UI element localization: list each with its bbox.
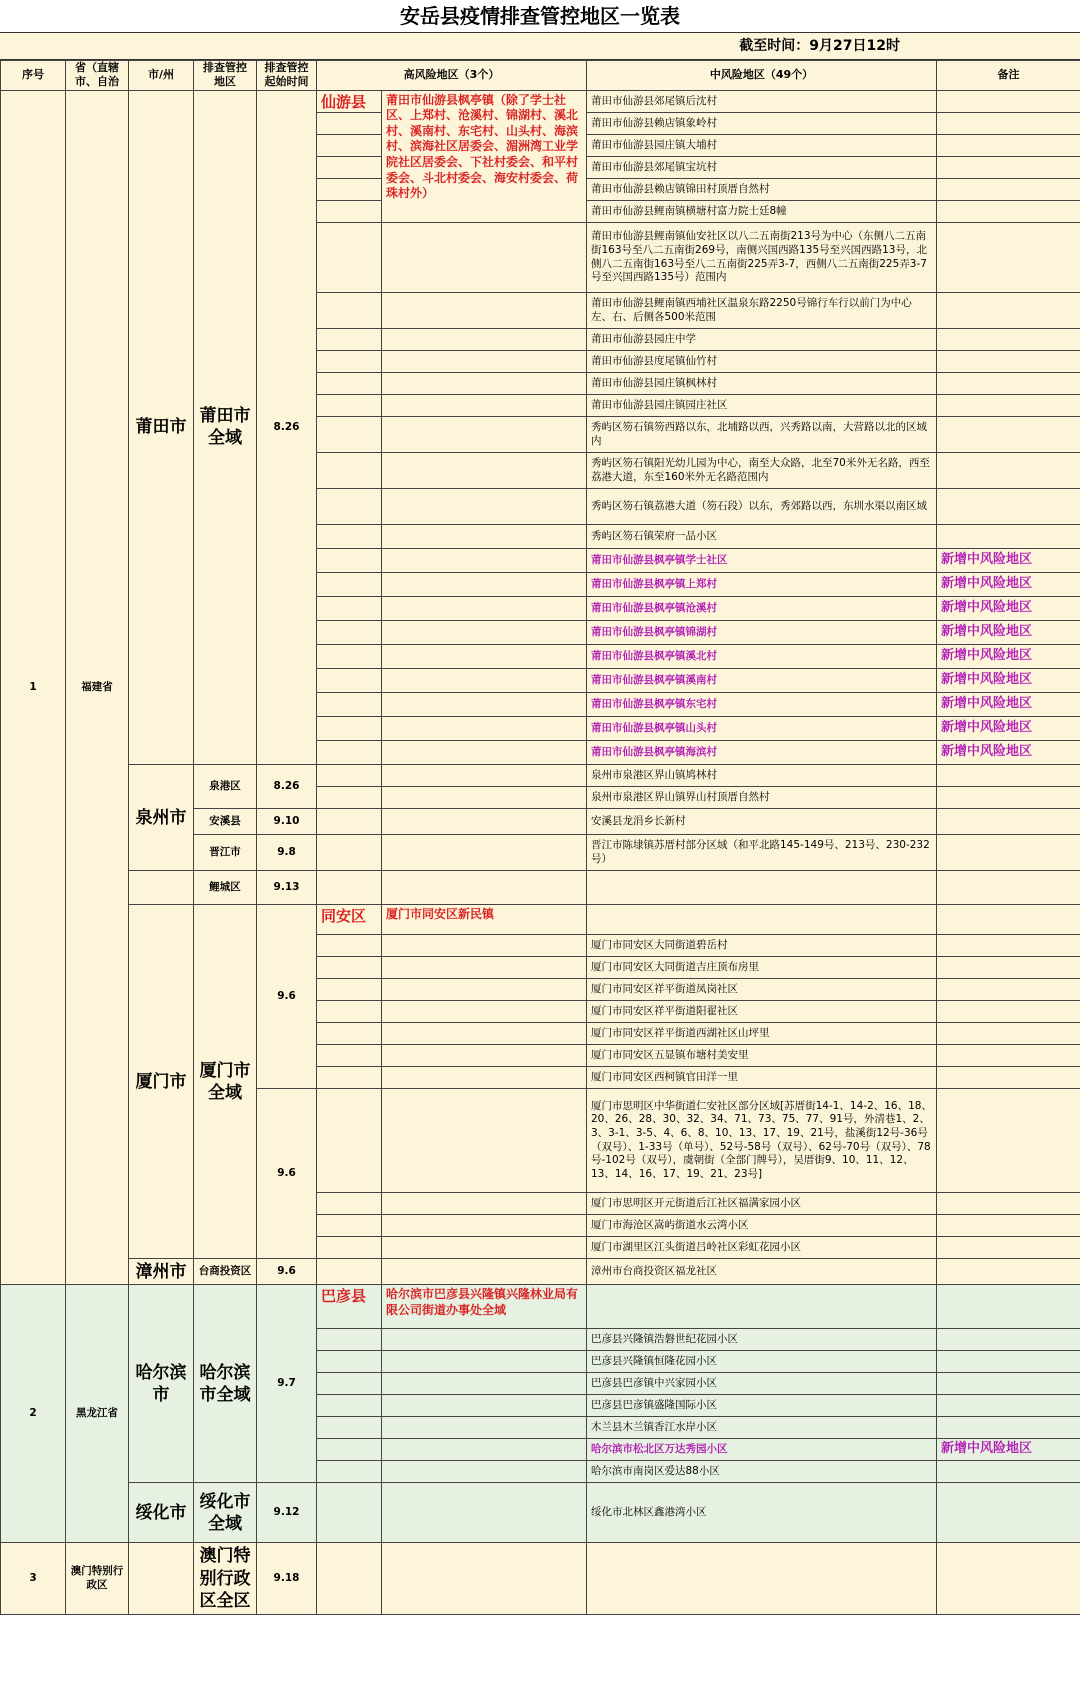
county-cell: [317, 1193, 382, 1215]
county-cell: [317, 135, 382, 157]
note-cell: [937, 871, 1080, 905]
medium-risk-area: 厦门市海沧区嵩屿街道水云湾小区: [587, 1215, 937, 1237]
county-cell: [317, 157, 382, 179]
high-risk-cell: [382, 223, 587, 293]
county-cell: [317, 1461, 382, 1483]
table-row: [1, 90, 1080, 113]
medium-risk-area: 厦门市同安区大同街道碧岳村: [587, 935, 937, 957]
county-cell: [317, 1001, 382, 1023]
county-cell: [317, 489, 382, 525]
note-cell: [937, 1461, 1080, 1483]
start-date: 9.6: [257, 905, 317, 1089]
medium-risk-area: 莆田市仙游县鲤南镇仙安社区以八二五南街213号为中心（东侧八二五南街163号至八二五南街269号，南侧兴国西路135号至兴国西路13号，北侧八二五南街163号至八二五南街225弄3-7，西侧八二五南街225弄3-7号至兴国西路135号）范围内: [587, 223, 937, 293]
county-cell: [317, 1259, 382, 1285]
medium-risk-area: 安溪县龙涓乡长新村: [587, 809, 937, 835]
high-risk-cell: [382, 787, 587, 809]
high-risk-cell: [382, 489, 587, 525]
medium-risk-area: 巴彦县巴彦镇盛隆国际小区: [587, 1395, 937, 1417]
high-risk-cell: [382, 1045, 587, 1067]
note-cell: [937, 373, 1080, 395]
high-risk-area: 莆田市仙游县枫亭镇（除了学士社区、上郑村、沧溪村、锦湖村、溪北村、溪南村、东宅村、山头村、海滨村、滨海社区居委会、湄洲湾工业学院社区居委会、下社村委会、和平村委会、斗北村委会、海安村委会、荷珠村外）: [382, 90, 587, 223]
county-cell: [317, 549, 382, 573]
medium-risk-area: 厦门市思明区开元街道后江社区福满家园小区: [587, 1193, 937, 1215]
city-cell: [129, 871, 194, 905]
medium-risk-area: 莆田市仙游县枫亭镇山头村: [587, 717, 937, 741]
county-cell: [317, 1543, 382, 1615]
heilongjiang-section: [1, 1285, 1080, 1543]
high-risk-cell: [382, 1351, 587, 1373]
city-cell: [129, 1543, 194, 1615]
table-row: [1, 1285, 1080, 1329]
note-new-medium: 新增中风险地区: [937, 645, 1080, 669]
high-risk-cell: [382, 835, 587, 871]
start-date: 9.12: [257, 1483, 317, 1543]
high-risk-cell: [382, 765, 587, 787]
medium-cell: [587, 1543, 937, 1615]
note-cell: [937, 957, 1080, 979]
county-cell: [317, 1439, 382, 1461]
header-medium: 中风险地区（49个）: [587, 61, 937, 91]
county-cell: [317, 417, 382, 453]
high-risk-cell: [382, 693, 587, 717]
note-cell: [937, 1259, 1080, 1285]
high-risk-cell: [382, 1461, 587, 1483]
medium-risk-area: 巴彦县兴隆镇恒隆花园小区: [587, 1351, 937, 1373]
high-risk-cell: [382, 1023, 587, 1045]
medium-risk-area: 莆田市仙游县郊尾镇宝坑村: [587, 157, 937, 179]
high-risk-cell: [382, 741, 587, 765]
start-date: 9.6: [257, 1089, 317, 1259]
county-cell: [317, 597, 382, 621]
medium-risk-area: 厦门市同安区祥平街道阳翟社区: [587, 1001, 937, 1023]
high-risk-cell: [382, 573, 587, 597]
county-cell: [317, 957, 382, 979]
note-cell: [937, 935, 1080, 957]
table-row: [1, 1543, 1080, 1615]
medium-risk-area: 莆田市仙游县枫亭镇溪北村: [587, 645, 937, 669]
medium-risk-area: 绥化市北林区鑫港湾小区: [587, 1483, 937, 1543]
county-cell: [317, 113, 382, 135]
note-cell: [937, 905, 1080, 935]
medium-risk-area: 秀屿区笏石镇笏西路以东，北埔路以西，兴秀路以南，大营路以北的区域内: [587, 417, 937, 453]
seq-number: 2: [1, 1285, 66, 1543]
note-cell: [937, 453, 1080, 489]
start-date: 9.13: [257, 871, 317, 905]
note-new-medium: 新增中风险地区: [937, 1439, 1080, 1461]
note-cell: [937, 1089, 1080, 1193]
medium-risk-area: 莆田市仙游县枫亭镇东宅村: [587, 693, 937, 717]
county-cell: [317, 979, 382, 1001]
high-risk-cell: [382, 1439, 587, 1461]
seq-number: 3: [1, 1543, 66, 1615]
header-province: 省（直辖市、自治: [66, 61, 129, 91]
high-risk-area: 厦门市同安区新民镇: [382, 905, 587, 935]
note-cell: [937, 223, 1080, 293]
control-area: 厦门市全域: [194, 905, 257, 1259]
county-cell: [317, 1483, 382, 1543]
county-cell: [317, 453, 382, 489]
high-risk-cell: [382, 669, 587, 693]
county-cell: [317, 395, 382, 417]
medium-risk-area: 莆田市仙游县枫亭镇沧溪村: [587, 597, 937, 621]
note-new-medium: 新增中风险地区: [937, 597, 1080, 621]
medium-risk-area: 泉州市泉港区界山镇界山村顶厝自然村: [587, 787, 937, 809]
county-cell: [317, 645, 382, 669]
high-risk-cell: [382, 525, 587, 549]
high-risk-cell: [382, 1259, 587, 1285]
medium-cell: [587, 905, 937, 935]
note-new-medium: 新增中风险地区: [937, 669, 1080, 693]
note-cell: [937, 1483, 1080, 1543]
table-row: [1, 871, 1080, 905]
medium-risk-area: 哈尔滨市松北区万达秀园小区: [587, 1439, 937, 1461]
table-row: [1, 1259, 1080, 1285]
note-cell: [937, 1215, 1080, 1237]
medium-risk-area: 哈尔滨市南岗区爱达88小区: [587, 1461, 937, 1483]
start-date: 9.18: [257, 1543, 317, 1615]
high-risk-cell: [382, 1193, 587, 1215]
note-cell: [937, 489, 1080, 525]
start-date: 9.10: [257, 809, 317, 835]
medium-risk-area: 厦门市同安区西柯镇官田洋一里: [587, 1067, 937, 1089]
medium-risk-area: 厦门市同安区祥平街道凤岗社区: [587, 979, 937, 1001]
high-risk-cell: [382, 809, 587, 835]
control-area-table: [0, 60, 1080, 1615]
table-header-row: [1, 61, 1080, 91]
medium-risk-area: 巴彦县巴彦镇中兴家园小区: [587, 1373, 937, 1395]
seq-number: 1: [1, 90, 66, 1285]
note-cell: [937, 329, 1080, 351]
county-cell: [317, 1329, 382, 1351]
medium-risk-area: 厦门市湖里区江头街道吕岭社区彩虹花园小区: [587, 1237, 937, 1259]
fujian-section: [1, 90, 1080, 1285]
macau-section: [1, 1543, 1080, 1615]
high-risk-cell: [382, 1215, 587, 1237]
start-date: 9.8: [257, 835, 317, 871]
high-risk-county: 仙游县: [317, 90, 382, 113]
note-cell: [937, 179, 1080, 201]
note-cell: [937, 809, 1080, 835]
county-cell: [317, 223, 382, 293]
high-risk-cell: [382, 1237, 587, 1259]
medium-risk-area: 莆田市仙游县度尾镇仙竹村: [587, 351, 937, 373]
high-risk-cell: [382, 293, 587, 329]
high-risk-cell: [382, 1543, 587, 1615]
control-area: 澳门特别行政区全区: [194, 1543, 257, 1615]
note-cell: [937, 113, 1080, 135]
note-cell: [937, 1001, 1080, 1023]
medium-risk-area: 莆田市仙游县郊尾镇后沈村: [587, 90, 937, 113]
medium-risk-area: 厦门市同安区祥平街道西湖社区山坪里: [587, 1023, 937, 1045]
note-cell: [937, 1237, 1080, 1259]
high-risk-cell: [382, 329, 587, 351]
high-risk-cell: [382, 1329, 587, 1351]
medium-risk-area: 莆田市仙游县园庄镇园庄社区: [587, 395, 937, 417]
high-risk-cell: [382, 549, 587, 573]
medium-risk-area: 秀屿区笏石镇荔港大道（笏石段）以东，秀郊路以西，东圳水渠以南区域: [587, 489, 937, 525]
medium-risk-area: 莆田市仙游县赖店镇象岭村: [587, 113, 937, 135]
medium-risk-area: 莆田市仙游县赖店镇锦田村顶厝自然村: [587, 179, 937, 201]
medium-risk-area: 莆田市仙游县鲤南镇横塘村富力院士廷8幢: [587, 201, 937, 223]
high-risk-cell: [382, 373, 587, 395]
header-note: 备注: [937, 61, 1080, 91]
high-risk-cell: [382, 1395, 587, 1417]
medium-risk-area: 莆田市仙游县枫亭镇锦湖村: [587, 621, 937, 645]
county-cell: [317, 293, 382, 329]
medium-risk-area: 厦门市同安区五显镇布塘村美安里: [587, 1045, 937, 1067]
medium-cell: [587, 1285, 937, 1329]
high-risk-cell: [382, 979, 587, 1001]
county-cell: [317, 741, 382, 765]
note-new-medium: 新增中风险地区: [937, 621, 1080, 645]
table-row: [1, 905, 1080, 935]
note-cell: [937, 201, 1080, 223]
note-new-medium: 新增中风险地区: [937, 573, 1080, 597]
control-area: 绥化市全域: [194, 1483, 257, 1543]
note-cell: [937, 525, 1080, 549]
start-date: 8.26: [257, 765, 317, 809]
control-area: 晋江市: [194, 835, 257, 871]
medium-risk-area: 莆田市仙游县园庄镇枫林村: [587, 373, 937, 395]
medium-risk-area: 木兰县木兰镇香江水岸小区: [587, 1417, 937, 1439]
high-risk-cell: [382, 621, 587, 645]
county-cell: [317, 765, 382, 787]
high-risk-cell: [382, 957, 587, 979]
note-cell: [937, 765, 1080, 787]
note-cell: [937, 1285, 1080, 1329]
note-cell: [937, 1023, 1080, 1045]
start-date: 8.26: [257, 90, 317, 765]
note-cell: [937, 1045, 1080, 1067]
county-cell: [317, 1373, 382, 1395]
cutoff-time: 截至时间：9月27日12时: [0, 33, 1080, 60]
note-cell: [937, 1193, 1080, 1215]
header-start: 排查管控起始时间: [257, 61, 317, 91]
medium-risk-area: 莆田市仙游县枫亭镇溪南村: [587, 669, 937, 693]
high-risk-cell: [382, 717, 587, 741]
medium-risk-area: 巴彦县兴隆镇浩磐世纪花园小区: [587, 1329, 937, 1351]
high-risk-county: 同安区: [317, 905, 382, 935]
start-date: 9.7: [257, 1285, 317, 1483]
county-cell: [317, 525, 382, 549]
start-date: 9.6: [257, 1259, 317, 1285]
county-cell: [317, 669, 382, 693]
city-name: 莆田市: [129, 90, 194, 765]
county-cell: [317, 835, 382, 871]
city-name: 厦门市: [129, 905, 194, 1259]
control-area: 鲤城区: [194, 871, 257, 905]
county-cell: [317, 1215, 382, 1237]
county-cell: [317, 373, 382, 395]
county-cell: [317, 573, 382, 597]
note-new-medium: 新增中风险地区: [937, 717, 1080, 741]
header-high: 高风险地区（3个）: [317, 61, 587, 91]
note-cell: [937, 1351, 1080, 1373]
high-risk-cell: [382, 1373, 587, 1395]
high-risk-cell: [382, 597, 587, 621]
high-risk-area: 哈尔滨市巴彦县兴隆镇兴隆林业局有限公司街道办事处全域: [382, 1285, 587, 1329]
county-cell: [317, 201, 382, 223]
city-name: 泉州市: [129, 765, 194, 871]
medium-risk-area: 莆田市仙游县枫亭镇学士社区: [587, 549, 937, 573]
header-city: 市/州: [129, 61, 194, 91]
high-risk-cell: [382, 1089, 587, 1193]
note-cell: [937, 1067, 1080, 1089]
medium-risk-area: 厦门市同安区大同街道吉庄顶布房里: [587, 957, 937, 979]
control-area: 泉港区: [194, 765, 257, 809]
note-new-medium: 新增中风险地区: [937, 741, 1080, 765]
high-risk-cell: [382, 1483, 587, 1543]
medium-risk-area: 莆田市仙游县园庄中学: [587, 329, 937, 351]
control-area: 台商投资区: [194, 1259, 257, 1285]
header-area: 排查管控地区: [194, 61, 257, 91]
county-cell: [317, 1395, 382, 1417]
high-risk-cell: [382, 453, 587, 489]
note-cell: [937, 1543, 1080, 1615]
note-cell: [937, 90, 1080, 113]
note-cell: [937, 787, 1080, 809]
county-cell: [317, 1067, 382, 1089]
control-area: 安溪县: [194, 809, 257, 835]
medium-risk-area: 漳州市台商投资区福龙社区: [587, 1259, 937, 1285]
note-cell: [937, 1329, 1080, 1351]
note-cell: [937, 417, 1080, 453]
county-cell: [317, 787, 382, 809]
note-cell: [937, 293, 1080, 329]
high-risk-county: 巴彦县: [317, 1285, 382, 1329]
high-risk-cell: [382, 1417, 587, 1439]
county-cell: [317, 717, 382, 741]
note-cell: [937, 157, 1080, 179]
note-cell: [937, 395, 1080, 417]
county-cell: [317, 1237, 382, 1259]
note-cell: [937, 351, 1080, 373]
county-cell: [317, 1045, 382, 1067]
medium-risk-area: 秀屿区笏石镇荣府一品小区: [587, 525, 937, 549]
high-risk-cell: [382, 935, 587, 957]
table-row: [1, 765, 1080, 787]
county-cell: [317, 351, 382, 373]
high-risk-cell: [382, 645, 587, 669]
high-risk-cell: [382, 395, 587, 417]
medium-risk-area: 厦门市思明区中华街道仁安社区部分区域[苏厝街14-1、14-2、16、18、20、26、28、30、32、34、71、73、75、77、91号，外清巷1、2、3、3-1、3-5、4、6、8、10、13、17、19、21号，盐溪街12号-36号（双号）、1-33号（单号）、52号-58号（双号）、62号-70号（双号）、78号-102号（双号），虞朝街（全部门牌号），吴厝街9、10、11、12、13、14、16、17、19、21、23号]: [587, 1089, 937, 1193]
high-risk-cell: [382, 871, 587, 905]
county-cell: [317, 1089, 382, 1193]
page-title: 安岳县疫情排查管控地区一览表: [0, 0, 1080, 33]
note-cell: [937, 835, 1080, 871]
medium-risk-area: 晋江市陈埭镇苏厝村部分区域（和平北路145-149号、213号、230-232号）: [587, 835, 937, 871]
city-name: 漳州市: [129, 1259, 194, 1285]
medium-risk-area: 秀屿区笏石镇阳光幼儿园为中心，南至大众路，北至70米外无名路，西至荔港大道，东至160米外无名路范围内: [587, 453, 937, 489]
note-cell: [937, 1395, 1080, 1417]
county-cell: [317, 935, 382, 957]
high-risk-cell: [382, 417, 587, 453]
note-new-medium: 新增中风险地区: [937, 693, 1080, 717]
medium-cell: [587, 871, 937, 905]
county-cell: [317, 1417, 382, 1439]
county-cell: [317, 871, 382, 905]
high-risk-cell: [382, 1001, 587, 1023]
province-name: 黑龙江省: [66, 1285, 129, 1543]
control-area: 莆田市全域: [194, 90, 257, 765]
county-cell: [317, 179, 382, 201]
header-seq: 序号: [1, 61, 66, 91]
county-cell: [317, 1351, 382, 1373]
medium-risk-area: 莆田市仙游县园庄镇大埔村: [587, 135, 937, 157]
county-cell: [317, 1023, 382, 1045]
medium-risk-area: 泉州市泉港区界山镇鸠林村: [587, 765, 937, 787]
medium-risk-area: 莆田市仙游县枫亭镇上郑村: [587, 573, 937, 597]
county-cell: [317, 329, 382, 351]
table-row: [1, 1483, 1080, 1543]
medium-risk-area: 莆田市仙游县枫亭镇海滨村: [587, 741, 937, 765]
high-risk-cell: [382, 1067, 587, 1089]
note-cell: [937, 979, 1080, 1001]
city-name: 哈尔滨市: [129, 1285, 194, 1483]
note-cell: [937, 1373, 1080, 1395]
province-name: 福建省: [66, 90, 129, 1285]
county-cell: [317, 809, 382, 835]
note-new-medium: 新增中风险地区: [937, 549, 1080, 573]
county-cell: [317, 693, 382, 717]
high-risk-cell: [382, 351, 587, 373]
county-cell: [317, 621, 382, 645]
city-name: 绥化市: [129, 1483, 194, 1543]
province-name: 澳门特别行政区: [66, 1543, 129, 1615]
control-area: 哈尔滨市全域: [194, 1285, 257, 1483]
note-cell: [937, 135, 1080, 157]
medium-risk-area: 莆田市仙游县鲤南镇西埔社区温泉东路2250号锦行车行以前门为中心左、右、后侧各500米范围: [587, 293, 937, 329]
note-cell: [937, 1417, 1080, 1439]
